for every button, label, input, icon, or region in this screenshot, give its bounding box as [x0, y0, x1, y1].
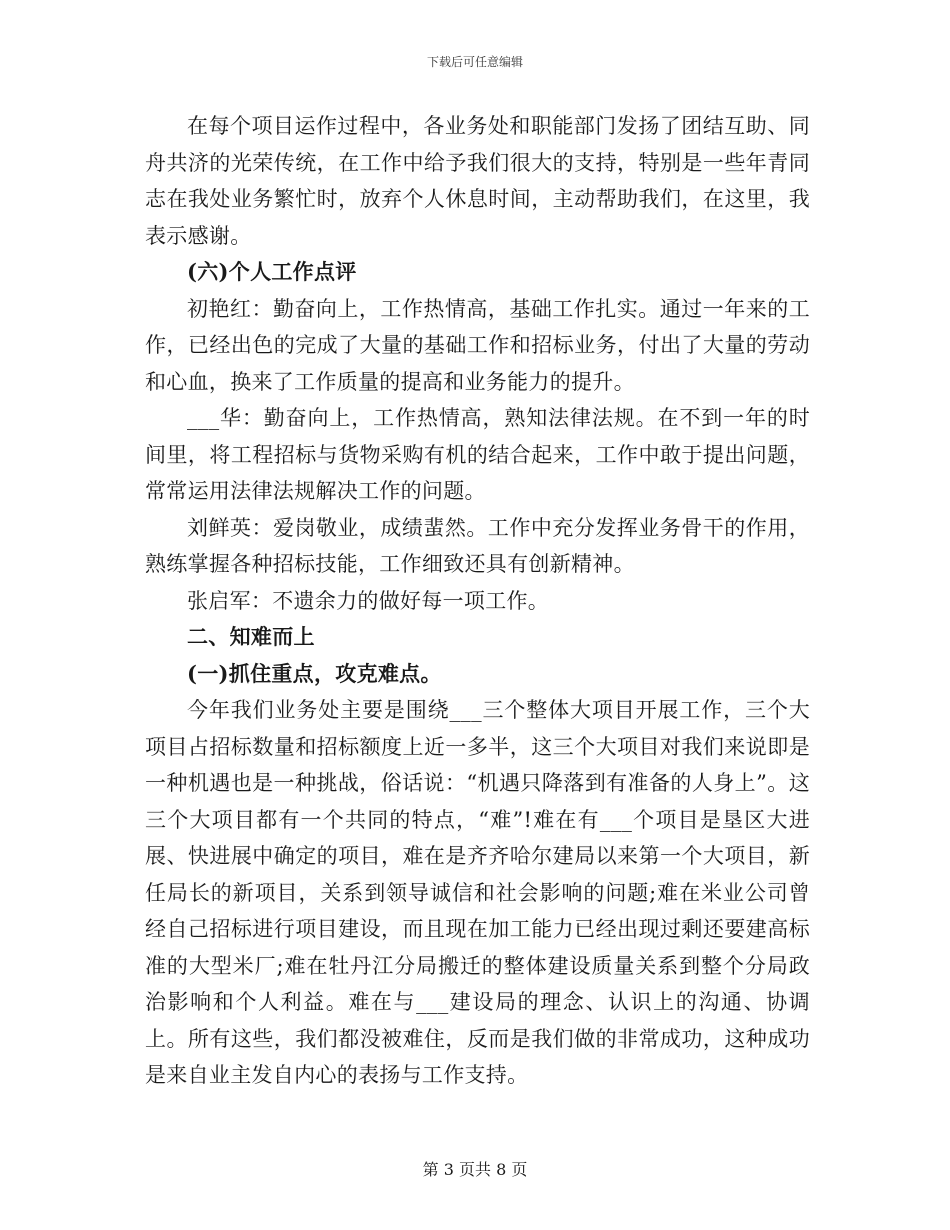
paragraph-review-liu: 刘鲜英：爱岗敬业，成绩蜚然。工作中充分发挥业务骨干的作用，熟练掌握各种招标技能，工作细致还具有创新精神。: [145, 515, 810, 576]
paragraph-thanks: 在每个项目运作过程中，各业务处和职能部门发扬了团结互助、同舟共济的光荣传统，在工作中给予我们很大的支持，特别是一些年青同志在我处业务繁忙时，放弃个人休息时间，主动帮助我们，在这里，我表示感谢。: [145, 114, 810, 248]
document-body: [145, 108, 810, 1094]
paragraph-review-zhang: 张启军：不遗余力的做好每一项工作。: [187, 588, 550, 613]
paragraph-review-chu: 初艳红：勤奋向上，工作热情高，基础工作扎实。通过一年来的工作，已经出色的完成了大量的基础工作和招标业务，付出了大量的劳动和心血，换来了工作质量的提高和业务能力的提升。: [145, 296, 810, 394]
paragraph-major-projects: 今年我们业务处主要是围绕___三个整体大项目开展工作，三个大项目占招标数量和招标额度上近一多半，这三个大项目对我们来说即是一种机遇也是一种挑战，俗话说：“机遇只降落到有准备的人身上”。这三个大项目都有一个共同的特点，“难”!难在有___个项目是垦区大进展、快进展中确定的项目，难在是齐齐哈尔建局以来第一个大项目，新任局长的新项目，关系到领导诚信和社会影响的问题;难在米业公司曾经自己招标进行项目建设，而且现在加工能力已经出现过剩还要建高标准的大型米厂;难在牡丹江分局搬迁的整体建设质量关系到整个分局政治影响和个人利益。难在与___建设局的理念、认识上的沟通、协调上。所有这些，我们都没被难住，反而是我们做的非常成功，这种成功是来自业主发自内心的表扬与工作支持。: [145, 698, 810, 1087]
section-heading-personal-review: (六)个人工作点评: [187, 259, 357, 284]
section-heading-2: 二、知难而上: [187, 624, 315, 649]
subsection-heading-key-points: (一)抓住重点，攻克难点。: [187, 660, 442, 686]
paragraph-review-hua: ___华：勤奋向上，工作热情高，熟知法律法规。在不到一年的时间里，将工程招标与货物采购有机的结合起来，工作中敢于提出问题，常常运用法律法规解决工作的问题。: [145, 406, 810, 503]
page-header: 下载后可任意编辑: [426, 55, 523, 69]
page-number: 第 3 页共 8 页: [422, 1160, 528, 1179]
